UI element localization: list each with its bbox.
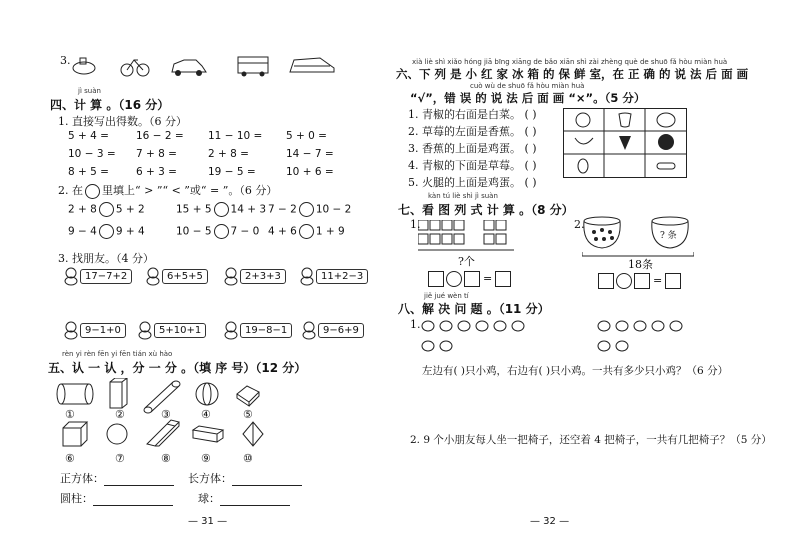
answer-circle[interactable]	[214, 224, 229, 239]
equation: 16 − 2 =	[136, 130, 184, 142]
cabbage-icon	[657, 113, 675, 127]
shape-label: ③	[161, 408, 171, 421]
statement-item	[408, 123, 558, 140]
statement-text: 1. 青椒的右面是白菜。	[408, 108, 521, 121]
section6-pinyin-2: cuò wù de shuō fǎ hòu miàn huà	[470, 82, 585, 90]
shape-label: ⑥	[65, 452, 75, 465]
friend-card[interactable]: 2+3+3	[240, 269, 286, 284]
section5-pinyin: rèn yi rèn fēn yi fēn tián xù hào	[62, 350, 173, 358]
answer-box[interactable]	[598, 273, 614, 289]
q2-title-pre: 2. 在	[58, 184, 83, 197]
right-expr: 10 − 2	[315, 203, 352, 216]
friend-card[interactable]: 9−6+9	[318, 323, 364, 338]
sphere-shape	[196, 383, 218, 405]
animal-icon	[62, 320, 80, 344]
equation: 7 + 8 =	[136, 148, 177, 160]
answer-paren[interactable]: ( )	[524, 176, 537, 189]
cube-answer-field[interactable]	[104, 475, 174, 486]
cube-shape	[63, 422, 87, 446]
statement-item	[408, 174, 558, 191]
equation: 2 + 8 =	[208, 148, 249, 160]
right-expr: 14 + 3	[230, 203, 267, 216]
right-expr: 1 + 9	[315, 225, 345, 238]
pepper-icon	[619, 113, 631, 127]
right-expr: 9 + 4	[115, 225, 145, 238]
fishbowls-figure	[582, 216, 694, 252]
friend-card[interactable]: 11+2−3	[316, 269, 368, 284]
banana-icon	[575, 138, 593, 144]
cuboid-answer-line	[188, 470, 302, 486]
left-expr: 4 + 6	[268, 225, 297, 238]
friends-bottom-row	[62, 320, 392, 342]
equals-sign: =	[483, 272, 493, 285]
compare-item	[176, 202, 266, 217]
left-expr: 9 − 4	[68, 225, 97, 238]
equation: 5 + 4 =	[68, 130, 109, 142]
shape-labels-top	[65, 408, 265, 422]
friend-card[interactable]: 6+5+5	[162, 269, 208, 284]
answer-box[interactable]	[495, 271, 511, 287]
cuboid-shape	[110, 378, 127, 408]
animal-icon	[62, 266, 80, 290]
right-expr: 5 + 2	[115, 203, 145, 216]
left-expr: 10 − 5	[176, 225, 212, 238]
section4-q3-title: 3. 找朋友。（4 分）	[58, 252, 154, 265]
transport-icons	[72, 50, 372, 80]
equation: 10 − 3 =	[68, 148, 116, 160]
q2-question-text: 2. 9 个小朋友每人坐一把椅子，还空着 4 把椅子，一共有几把椅子？（5 分）	[410, 434, 772, 446]
answer-circle[interactable]	[299, 202, 314, 217]
section8-pinyin: jiě jué wèn tí	[424, 292, 469, 300]
answer-box[interactable]	[428, 271, 444, 287]
cube-answer-line	[60, 470, 174, 486]
statement-item	[408, 140, 558, 157]
bar-cuboid-shape	[147, 420, 179, 446]
section4-pinyin: jì suàn	[78, 87, 101, 95]
compare-item	[68, 202, 145, 217]
equation: 14 − 7 =	[286, 148, 334, 160]
animal-icon	[222, 320, 240, 344]
answer-box[interactable]	[634, 273, 650, 289]
fridge-grid	[563, 108, 687, 178]
compare-item	[176, 224, 259, 239]
left-expr: 15 + 5	[176, 203, 212, 216]
statement-item	[408, 157, 558, 174]
left-expr: 2 + 8	[68, 203, 97, 216]
equation: 11 − 10 =	[208, 130, 263, 142]
operator-circle[interactable]	[446, 271, 462, 287]
cube-label: 正方体：	[60, 472, 104, 485]
section6-title-2: “√”，错 误 的 说 法 后 面 画 “×”。（5 分）	[410, 91, 646, 105]
equals-sign: =	[653, 274, 663, 287]
section8-title: 八、解 决 问 题 。（11 分）	[398, 302, 550, 316]
friend-card[interactable]: 17−7+2	[80, 269, 132, 284]
bowl-unknown-label: ? 条	[660, 231, 677, 241]
answer-paren[interactable]: ( )	[524, 125, 537, 138]
answer-circle[interactable]	[99, 202, 114, 217]
bicycle-icon	[121, 60, 149, 76]
submarine-icon	[73, 58, 95, 74]
answer-paren[interactable]: ( )	[524, 159, 537, 172]
operator-circle[interactable]	[616, 273, 632, 289]
q1-grid	[68, 130, 368, 184]
section7-pinyin: kàn tú liè shì jì suàn	[428, 192, 498, 200]
train-icon	[290, 58, 334, 72]
cups-figure	[418, 220, 518, 254]
cylinder-label: 圆柱：	[60, 492, 93, 505]
car-icon	[172, 60, 206, 76]
q1-row	[68, 148, 368, 166]
q2-title-post: 里填上“ > ”“ < ”或“ = ”。（6 分）	[102, 184, 278, 197]
section8-q1-number: 1.	[410, 318, 421, 331]
question-3-number: 3.	[60, 54, 71, 67]
answer-circle[interactable]	[214, 202, 229, 217]
statement-text: 4. 青椒的下面是草莓。	[408, 159, 521, 172]
ball-shape	[107, 424, 127, 444]
tomato-icon	[576, 113, 590, 127]
q2-row	[68, 202, 378, 224]
egg-icon	[578, 159, 588, 173]
shape-label: ⑨	[201, 452, 211, 465]
friend-card[interactable]: 19−8−1	[240, 323, 292, 338]
section4-q2-title	[58, 182, 277, 199]
flat-cuboid-shape	[193, 426, 223, 442]
answer-paren[interactable]: ( )	[524, 142, 537, 155]
section7-q2-number: 2.	[574, 218, 585, 231]
section5-title: 五、认 一 认 ，分 一 分 。（填 序 号）（12 分）	[48, 361, 307, 375]
chicks-left-figure	[420, 316, 540, 356]
statement-text: 3. 香蕉的上面是鸡蛋。	[408, 142, 521, 155]
shape-label: ⑦	[115, 452, 125, 465]
shape-label: ①	[65, 408, 75, 421]
animal-icon	[222, 266, 240, 290]
right-expr: 7 − 0	[230, 225, 260, 238]
statement-item	[408, 106, 558, 123]
answer-paren[interactable]: ( )	[524, 108, 537, 121]
q2-grid	[68, 202, 378, 246]
cylinder-answer-line	[60, 490, 173, 506]
section4-q1-title: 1. 直接写出得数。（6 分）	[58, 115, 187, 128]
section4-title: 四、计 算 。（16 分）	[50, 98, 170, 112]
equation: 19 − 5 =	[208, 166, 256, 178]
equation: 8 + 5 =	[68, 166, 109, 178]
ham-icon	[657, 163, 675, 169]
page-number-left: — 31 —	[188, 516, 228, 527]
diamond-cube-shape	[243, 422, 263, 446]
answer-box[interactable]	[665, 273, 681, 289]
left-expr: 7 − 2	[268, 203, 297, 216]
animal-icon	[136, 320, 154, 344]
shape-labels-bottom	[65, 452, 265, 466]
cuboid-answer-field[interactable]	[232, 475, 302, 486]
section7-q1-number: 1.	[410, 218, 421, 231]
friend-card[interactable]: 9−1+0	[80, 323, 126, 338]
statement-text: 5. 火腿的上面是鸡蛋。	[408, 176, 521, 189]
fishbowl-left-icon	[584, 217, 620, 248]
q2-row	[68, 224, 378, 246]
bus-icon	[238, 57, 268, 77]
sphere-answer-line	[198, 490, 290, 506]
shape-label: ⑤	[243, 408, 253, 421]
equation-boxes-q1	[428, 268, 511, 287]
equation-boxes-q2	[598, 270, 681, 289]
shape-label: ②	[115, 408, 125, 421]
friend-card[interactable]: 5+10+1	[154, 323, 206, 338]
shape-label: ④	[201, 408, 211, 421]
statement-text: 2. 草莓的左面是香蕉。	[408, 125, 521, 138]
sphere-answer-field[interactable]	[220, 495, 290, 506]
answer-box[interactable]	[464, 271, 480, 287]
q1-question-text: 左边有( )只小鸡，右边有( )只小鸡。一共有多少只小鸡？（6 分）	[422, 365, 729, 377]
animal-icon	[298, 266, 316, 290]
compare-item	[68, 224, 145, 239]
cuboid-label: 长方体：	[188, 472, 232, 485]
q1-row	[68, 130, 368, 148]
compare-item	[268, 224, 345, 239]
strawberry-icon	[619, 136, 631, 150]
tilted-cube-shape	[237, 386, 259, 406]
equation: 5 + 0 =	[286, 130, 327, 142]
compare-circle-icon	[85, 184, 100, 199]
sphere-label: 球：	[198, 492, 220, 505]
watermelon-icon	[658, 134, 674, 150]
cylinder-answer-field[interactable]	[93, 495, 173, 506]
statement-list	[408, 106, 558, 191]
animal-icon	[300, 320, 318, 344]
q2-caption: 18条	[628, 258, 653, 271]
animal-icon	[144, 266, 162, 290]
equation: 6 + 3 =	[136, 166, 177, 178]
chicks-right-figure	[596, 316, 696, 356]
equation: 10 + 6 =	[286, 166, 334, 178]
friends-top-row	[62, 266, 392, 288]
answer-circle[interactable]	[299, 224, 314, 239]
cylinder-shape	[57, 384, 93, 404]
shape-label: ⑩	[243, 452, 253, 465]
compare-item	[268, 202, 351, 217]
section6-pinyin-1: xià liè shì xiǎo hóng jiā bīng xiāng de bǎo xiān shì zài zhèng què de shuō fǎ hòu miàn huà	[412, 58, 728, 66]
page-number-right: — 32 —	[530, 516, 570, 527]
shape-label: ⑧	[161, 452, 171, 465]
section6-title-1: 六、下 列 是 小 红 家 冰 箱 的 保 鲜 室，在 正 确 的 说 法 后 面 画	[396, 67, 749, 81]
section7-title: 七、看 图 列 式 计 算 。（8 分）	[398, 203, 574, 217]
answer-circle[interactable]	[99, 224, 114, 239]
q1-caption: ?个	[458, 255, 475, 268]
